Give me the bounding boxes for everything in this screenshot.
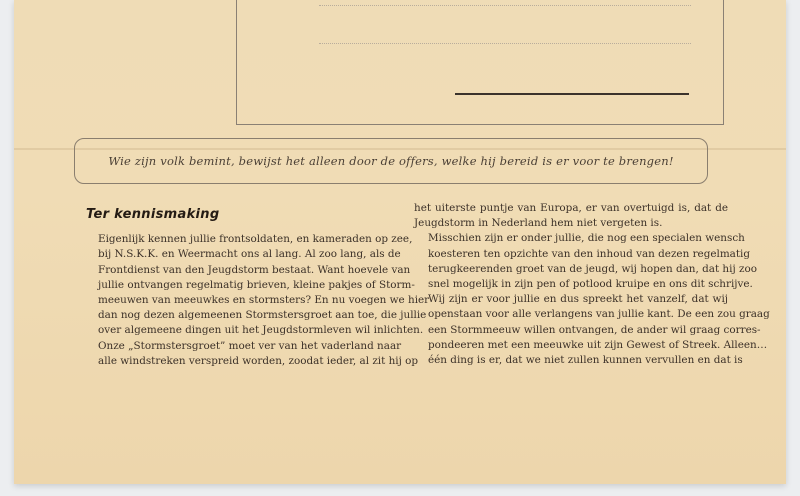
text-line: één ding is er, dat we niet zullen kunnen vervullen en dat is (428, 354, 743, 367)
paragraph (414, 231, 757, 292)
text-line: Wij zijn er voor jullie en dus spreekt het vanzelf, dat wij (428, 293, 728, 306)
address-form-box (236, 0, 724, 125)
paragraph (414, 292, 770, 368)
text-line: een Stormmeeuw willen ontvangen, de ander wil graag corres- (428, 323, 761, 336)
paragraph (84, 339, 419, 369)
right-column (414, 201, 770, 368)
text-line: Jeugdstorm in Nederland hem niet vergeten is. (414, 217, 663, 230)
text-line: Onze „Stormstersgroet” moet ver van het vaderland naar (98, 339, 402, 352)
motto-text: Wie zijn volk bemint, bewijst het alleen door de offers, welke hij bereid is er voor te brengen! (108, 154, 674, 168)
text-line: koesteren ten opzichte van den inhoud van dezen regelmatig (428, 247, 751, 260)
text-line: bij N.S.K.K. en Weermacht ons al lang. Al zoo lang, als de (98, 248, 401, 261)
form-line-1 (319, 5, 691, 6)
text-line: over algemeene dingen uit het Jeugdstormleven wil inlichten. (98, 324, 424, 337)
paragraph (414, 201, 728, 231)
text-line: terugkeerenden groet van de jeugd, wij hopen dan, dat hij zoo (428, 262, 757, 275)
form-line-2 (319, 43, 691, 44)
text-line: dan nog dezen algemeenen Stormstersgroet aan toe, die jullie (98, 309, 427, 322)
text-line: jullie ontvangen regelmatig brieven, kleine pakjes of Storm- (98, 278, 415, 291)
text-line: Frontdienst van den Jeugdstorm bestaat. Want hoevele van (98, 263, 411, 276)
text-line: alle windstreken verspreid worden, zoodat ieder, al zit hij op (98, 354, 419, 367)
signature-line (455, 93, 689, 95)
article-heading: Ter kennismaking (86, 207, 220, 222)
text-line: Misschien zijn er onder jullie, die nog een specialen wensch (428, 232, 745, 245)
text-line: meeuwen van meeuwkes en stormsters? En nu voegen we hier (98, 294, 430, 307)
text-line: Eigenlijk kennen jullie frontsoldaten, en kameraden op zee, (98, 233, 413, 246)
text-line: openstaan voor alle verlangens van jullie kant. De een zou graag (428, 308, 770, 321)
text-line: pondeeren met een meeuwke uit zijn Gewest of Streek. Alleen… (428, 338, 768, 351)
left-column (84, 207, 430, 369)
document-page (14, 0, 786, 484)
motto-banner (74, 138, 708, 184)
text-line: snel mogelijk in zijn pen of potlood kruipe en ons dit schrijve. (428, 278, 753, 291)
text-line: het uiterste puntje van Europa, er van overtuigd is, dat de (414, 202, 728, 214)
paragraph (84, 232, 430, 338)
